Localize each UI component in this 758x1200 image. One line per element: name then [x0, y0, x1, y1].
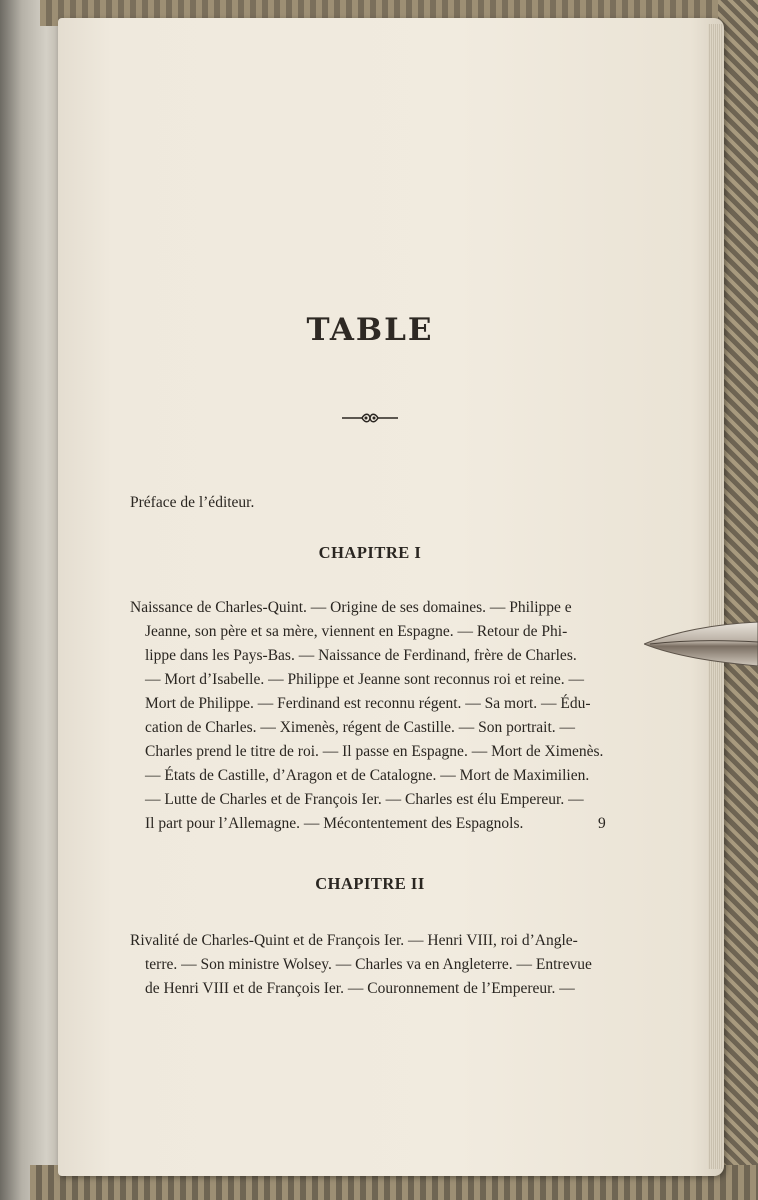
chapter-2-line: Rivalité de Charles-Quint et de François Ier. — Henri VIII, roi d’Angle-: [130, 932, 578, 949]
chapter-2-title: CHAPITRE II: [315, 874, 425, 893]
chapter-1-title: CHAPITRE I: [318, 543, 422, 562]
book-page: [58, 18, 724, 1176]
page-title: TABLE: [306, 312, 434, 348]
chapter-1-line: Il part pour l’Allemagne. — Mécontentement des Espagnols.: [145, 815, 524, 832]
chapter-1-line: — Mort d’Isabelle. — Philippe et Jeanne sont reconnus roi et reine. —: [145, 671, 585, 688]
chapter-1-line: Charles prend le titre de roi. — Il passe en Espagne. — Mort de Ximenès.: [145, 743, 604, 760]
chapter-1-line: Naissance de Charles-Quint. — Origine de ses domaines. — Philippe e: [130, 599, 572, 616]
chapter-1-line: — Lutte de Charles et de François Ier. — Charles est élu Empereur. —: [145, 791, 584, 808]
ornament-icon: [340, 411, 400, 425]
letter-opener-blade: [644, 618, 758, 672]
preface-entry: Préface de l’éditeur.: [130, 494, 255, 511]
chapter-1-line: cation de Charles. — Ximenès, régent de Castille. — Son portrait. —: [145, 719, 576, 736]
chapter-2-line: terre. — Son ministre Wolsey. — Charles va en Angleterre. — Entrevue: [145, 956, 592, 973]
page-stack-edge: [708, 24, 722, 1169]
chapter-1-line: lippe dans les Pays-Bas. — Naissance de Ferdinand, frère de Charles.: [145, 647, 577, 664]
chapter-1-line: — États de Castille, d’Aragon et de Catalogne. — Mort de Maximilien.: [145, 767, 590, 784]
chapter-1-line: Mort de Philippe. — Ferdinand est reconnu régent. — Sa mort. — Édu-: [145, 695, 591, 712]
chapter-1-line: Jeanne, son père et sa mère, viennent en Espagne. — Retour de Phi-: [145, 623, 568, 640]
facing-page-edge: [0, 0, 62, 1200]
cover-right-edge: [718, 0, 758, 1200]
chapter-2-line: de Henri VIII et de François Ier. — Couronnement de l’Empereur. —: [145, 980, 575, 997]
page-number: 9: [598, 815, 606, 832]
